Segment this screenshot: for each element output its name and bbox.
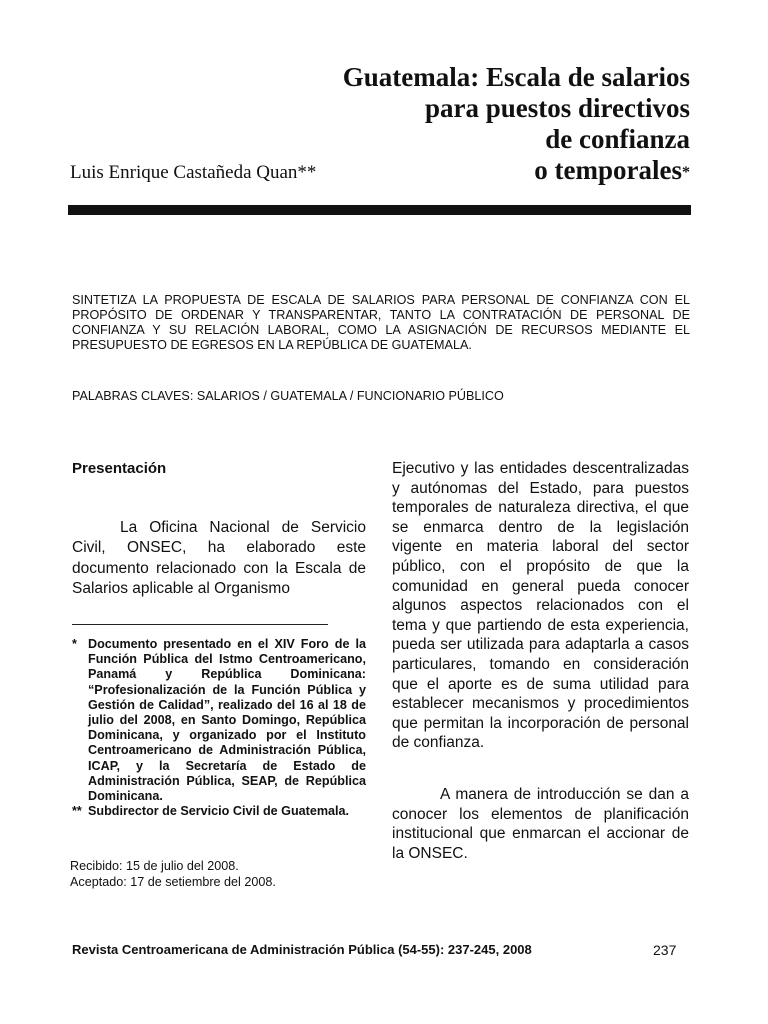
footnote-divider <box>72 624 328 625</box>
accepted-date: Aceptado: 17 de setiembre del 2008. <box>70 875 276 889</box>
title-footnote-marker: * <box>682 164 690 181</box>
received-date: Recibido: 15 de julio del 2008. <box>70 859 239 873</box>
footnote-1-marker: * <box>72 637 77 651</box>
author-name: Luis Enrique Castañeda Quan** <box>70 162 317 183</box>
title-divider <box>68 205 691 215</box>
journal-citation: Revista Centroamericana de Administración Pública (54-55): 237-245, 2008 <box>72 942 532 957</box>
footnote-2-text: Subdirector de Servicio Civil de Guatemala. <box>88 804 350 819</box>
page-number: 237 <box>653 942 677 958</box>
title-line-1: Guatemala: Escala de salarios <box>342 62 690 92</box>
footnote-2 <box>72 804 366 819</box>
title-line-3: de confianza <box>545 124 690 154</box>
abstract: SINTETIZA LA PROPUESTA DE ESCALA DE SALARIOS PARA PERSONAL DE CONFIANZA CON EL PROPÓSITO DE ORDENAR Y TRANSPARENTAR, TANTO LA CONTRATACIÓN DE PERSONAL DE CONFIANZA Y SU RELACIÓN LABORAL, COMO LA ASIGNACIÓN DE RECURSOS MEDIANTE EL PRESUPUESTO DE EGRESOS EN LA REPÚBLICA DE GUATEMALA. <box>72 293 690 352</box>
keywords: PALABRAS CLAVES: SALARIOS / GUATEMALA / FUNCIONARIO PÚBLICO <box>72 389 504 403</box>
right-column-paragraph-1: Ejecutivo y las entidades descentralizadas y autónomas del Estado, para puestos temporales de naturaleza directiva, el que se enmarca dentro de la legislación vigente en materia laboral del sector público, con el propósito de que la comunidad en general pueda conocer algunos aspectos relacionados con el tema y que partiendo de esta experiencia, pueda ser utilizada para adaptarla a casos particulares, tomando en consideración que el aporte es de suma utilidad para establecer mecanismos y procedimientos que permitan la incorporación de personal de confianza. <box>392 460 689 752</box>
submission-dates <box>70 858 370 890</box>
section-heading-presentacion: Presentación <box>72 460 167 477</box>
right-column-paragraph-2: A manera de introducción se dan a conocer los elementos de planificación institucional que enmarcan el accionar de la ONSEC. <box>392 785 689 862</box>
footnote-2-marker: ** <box>72 804 82 819</box>
footnote-1 <box>72 637 366 804</box>
title-line-2: para puestos directivos <box>424 93 690 123</box>
presentation-paragraph: La Oficina Nacional de Servicio Civil, ONSEC, ha elaborado este documento relacionado con la Escala de Salarios aplicable al Organismo <box>72 519 366 598</box>
footnotes <box>72 637 366 819</box>
right-column <box>392 459 689 863</box>
title-line-4-text: o temporales <box>534 155 682 185</box>
footnote-1-text: Documento presentado en el XIV Foro de la Función Pública del Istmo Centroamericano, Panamá y República Dominicana: “Profesionalización de la Función Pública y Gestión de Calidad”, realizado del 16 al 18 de julio del 2008, en Santo Domingo, República Dominicana, y organizado por el Instituto Centroamericano de Administración Pública, ICAP, y la Secretaría de Estado de Administración Pública, SEAP, de República Dominicana. <box>88 637 366 804</box>
